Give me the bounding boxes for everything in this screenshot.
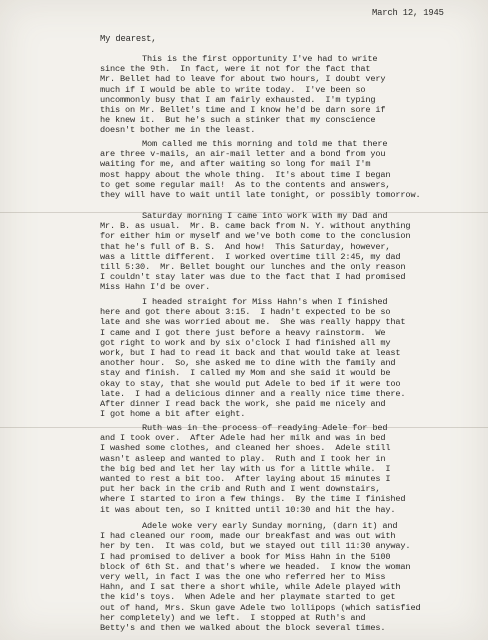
text-line: Ruth was in the process of readying Adele for bed [142, 423, 388, 433]
text-line: late. I had a delicious dinner and a really nice time there. [100, 388, 406, 399]
letter-date: March 12, 1945 [372, 8, 444, 18]
text-line: her by ten. It was cold, but we stayed out till 11:30 anyway. [100, 541, 411, 552]
text-line: Betty's and then we walked about the block several times. [100, 623, 386, 634]
text-line: Mom called me this morning and told me that there [142, 139, 388, 149]
text-line: that he's full of B. S. And how! This Saturday, however, [100, 241, 391, 252]
text-line: the kid's toys. When Adele and her playmate started to get [100, 592, 396, 603]
text-line: to get some regular mail! As to the contents and answers, [100, 179, 391, 190]
paragraph-4 [100, 297, 482, 419]
text-line: wasn't asleep and wanted to play. Ruth and I took her in [100, 453, 386, 464]
text-line: waiting for me, and after waiting so long for mail I'm [100, 159, 371, 170]
text-line: stay and finish. I called my Mom and she said it would be [100, 368, 391, 379]
text-line: are three v-mails, an air-mail letter and a bond from you [100, 149, 386, 160]
text-line: here and got there about 3:15. I hadn't expected to be so [100, 307, 391, 318]
paragraph-2 [100, 139, 482, 200]
text-line: out of hand, Mrs. Skun gave Adele two lollipops (which satisfied [100, 602, 421, 613]
text-line: okay to stay, that she would put Adele to bed if it were too [100, 378, 401, 389]
text-line: wanted to rest a bit too. After laying about 15 minutes I [100, 474, 391, 485]
text-line: the big bed and let her lay with us for a little while. I [100, 463, 391, 474]
paragraph-3 [100, 211, 482, 293]
text-line: was a little different. I worked overtime till 2:45, my dad [100, 251, 401, 262]
text-line: her completely) and we left. I stopped at Ruth's and [100, 612, 366, 623]
text-line: late and she was worried about me. She was really happy that [100, 317, 406, 328]
text-line: Mr. B. as usual. Mr. B. came back from N. Y. without anything [100, 221, 411, 232]
text-line: Miss Hahn I'd be over. [100, 282, 211, 293]
text-line: it was about ten, so I knitted until 10:30 and hit the hay. [100, 504, 396, 515]
paragraph-5 [100, 423, 482, 515]
text-line: and I took over. After Adele had her milk and was in bed [100, 433, 386, 444]
text-line: very well, in fact I was the one who referred her to Miss [100, 572, 386, 583]
text-line: I washed some clothes, and cleaned her shoes. Adele still [100, 443, 391, 454]
text-line: I came and I got there just before a heavy rainstorm. We [100, 327, 386, 338]
text-line: work, but I had to read it back and that would take at least [100, 348, 401, 359]
text-line: they will have to wait until late tonight, or possibly tomorrow. [100, 190, 421, 201]
paragraph-6 [100, 521, 482, 633]
text-line: I couldn't stay later was due to the fact that I had promised [100, 272, 406, 283]
text-line: Mr. Bellet had to leave for about two hours, I doubt very [100, 74, 386, 85]
text-line: for either him or myself and we've both come to the conclusion [100, 231, 411, 242]
text-line: Saturday morning I came into work with my Dad and [142, 211, 388, 221]
text-line: most happy about the whole thing. It's about time I began [100, 169, 391, 180]
text-line: put her back in the crib and Ruth and I went downstairs, [100, 484, 381, 495]
text-line: where I started to iron a few things. By the time I finished [100, 494, 406, 505]
letter-salutation: My dearest, [100, 34, 157, 44]
text-line: till 5:30. Mr. Bellet bought our lunches and the only reason [100, 262, 406, 273]
text-line: he knew it. But he's such a stinker that my conscience [100, 115, 376, 126]
text-line: I had promised to deliver a book for Miss Hahn in the 5100 [100, 551, 391, 562]
text-line: I got home a bit after eight. [100, 409, 246, 420]
text-line: uncommonly busy that I am fairly exhausted. I'm typing [100, 94, 376, 105]
text-line: much if I would be able to write today. I've been so [100, 84, 366, 95]
text-line: another hour. So, she asked me to dine with the family and [100, 358, 396, 369]
text-line: doesn't bother me in the least. [100, 125, 256, 136]
text-line: Hahn, and I sat there a short while, while Adele played with [100, 582, 401, 593]
text-line: I had cleaned our room, made our breakfast and was out with [100, 531, 396, 542]
text-line: Adele woke very early Sunday morning, (darn it) and [142, 521, 398, 531]
text-line: got right to work and by six o'clock I had finished all my [100, 337, 391, 348]
text-line: I headed straight for Miss Hahn's when I finished [142, 297, 388, 307]
text-line: This is the first opportunity I've had to write [142, 54, 378, 64]
text-line: After dinner I read back the work, she paid me nicely and [100, 399, 386, 410]
text-line: since the 9th. In fact, were it not for the fact that [100, 64, 371, 75]
text-line: this on Mr. Bellet's time and I know he'd be darn sore if [100, 105, 386, 116]
text-line: block of 6th St. and that's where we headed. I know the woman [100, 561, 411, 572]
paragraph-1 [100, 54, 482, 136]
